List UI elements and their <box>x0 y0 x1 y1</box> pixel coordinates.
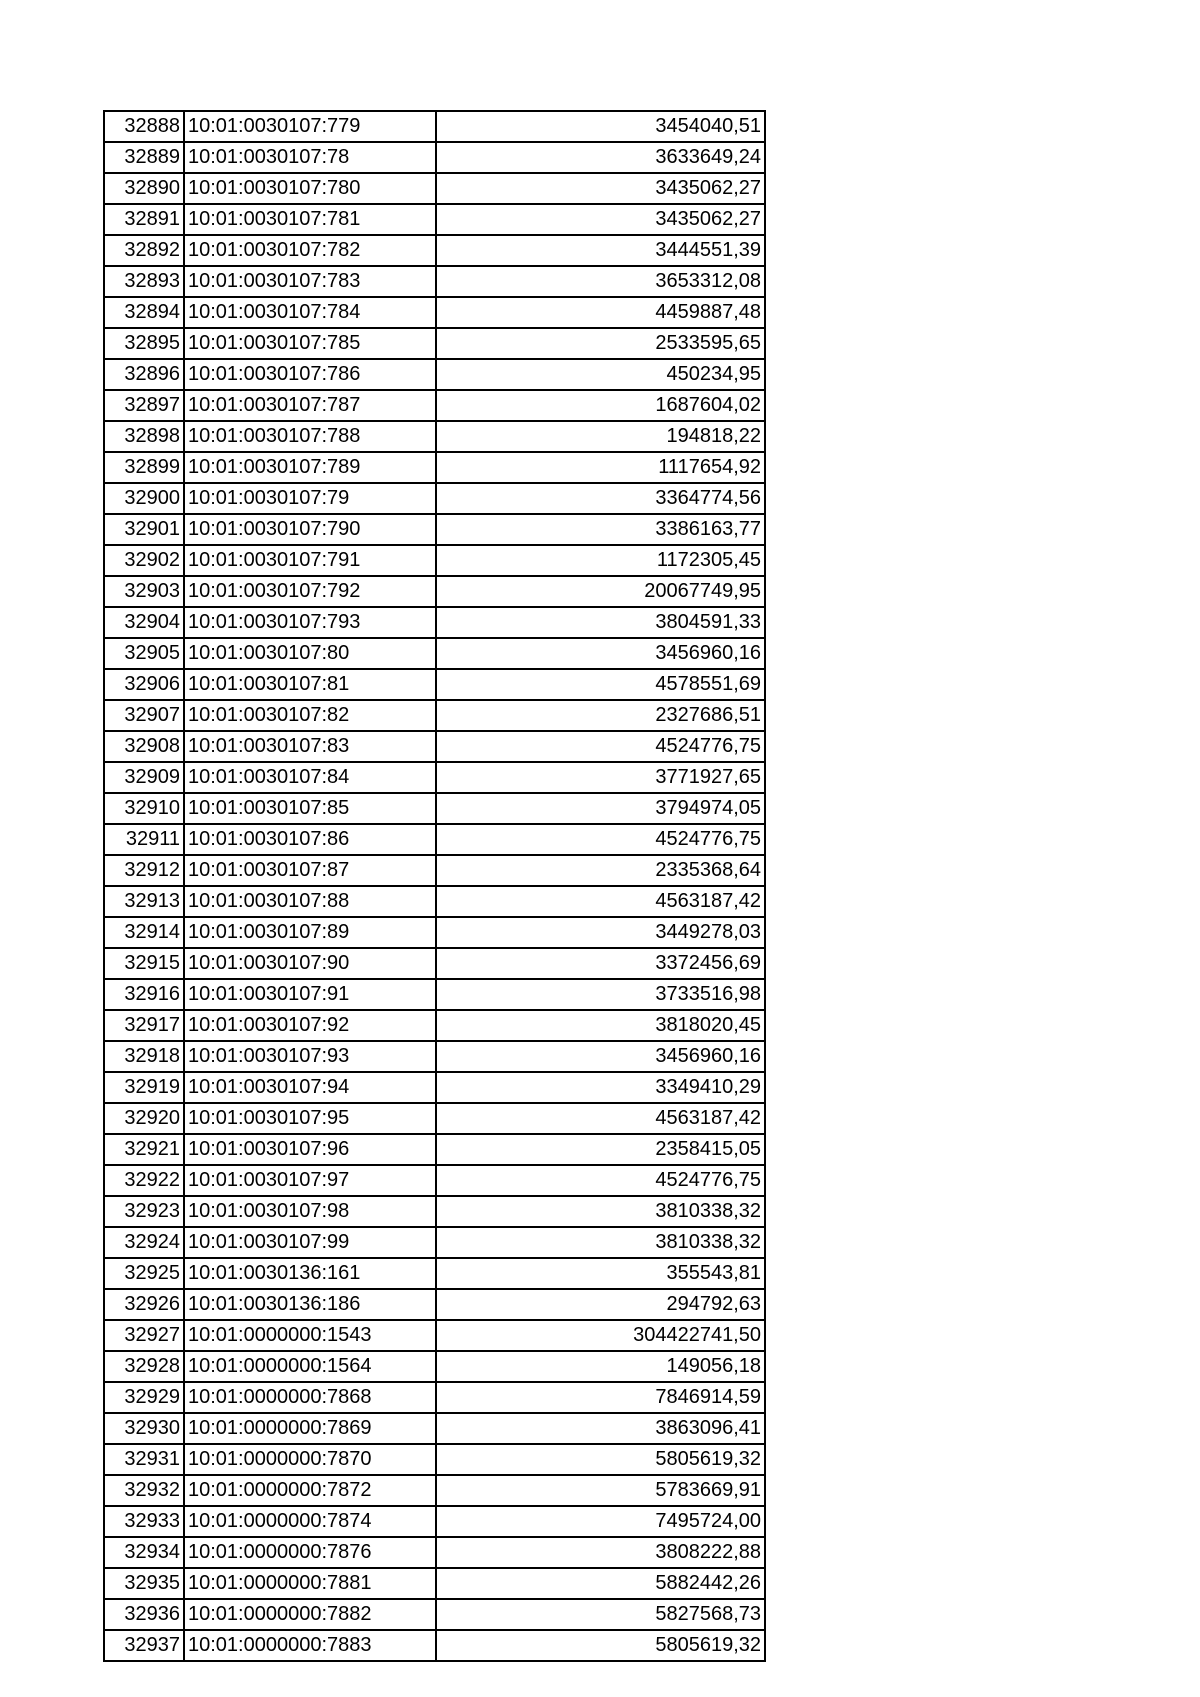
value-cell: 3435062,27 <box>436 173 765 204</box>
table-row <box>104 1103 765 1134</box>
table-row <box>104 824 765 855</box>
value-cell: 3444551,39 <box>436 235 765 266</box>
value-cell: 4524776,75 <box>436 731 765 762</box>
row-number-cell: 32918 <box>104 1041 184 1072</box>
table-row <box>104 576 765 607</box>
cadastral-number-cell: 10:01:0030107:780 <box>184 173 436 204</box>
row-number-cell: 32893 <box>104 266 184 297</box>
table-row <box>104 607 765 638</box>
row-number-cell: 32917 <box>104 1010 184 1041</box>
value-cell: 1117654,92 <box>436 452 765 483</box>
row-number-cell: 32922 <box>104 1165 184 1196</box>
table-row <box>104 204 765 235</box>
cadastral-number-cell: 10:01:0030107:90 <box>184 948 436 979</box>
table-row <box>104 142 765 173</box>
cadastral-number-cell: 10:01:0030107:99 <box>184 1227 436 1258</box>
cadastral-number-cell: 10:01:0030107:790 <box>184 514 436 545</box>
row-number-cell: 32930 <box>104 1413 184 1444</box>
cadastral-number-cell: 10:01:0030107:86 <box>184 824 436 855</box>
cadastral-number-cell: 10:01:0000000:7869 <box>184 1413 436 1444</box>
cadastral-number-cell: 10:01:0000000:7876 <box>184 1537 436 1568</box>
value-cell: 2358415,05 <box>436 1134 765 1165</box>
value-cell: 3349410,29 <box>436 1072 765 1103</box>
row-number-cell: 32900 <box>104 483 184 514</box>
value-cell: 3733516,98 <box>436 979 765 1010</box>
cadastral-number-cell: 10:01:0030107:95 <box>184 1103 436 1134</box>
table-row <box>104 328 765 359</box>
value-cell: 4578551,69 <box>436 669 765 700</box>
table-row <box>104 1475 765 1506</box>
value-cell: 194818,22 <box>436 421 765 452</box>
value-cell: 450234,95 <box>436 359 765 390</box>
row-number-cell: 32902 <box>104 545 184 576</box>
value-cell: 20067749,95 <box>436 576 765 607</box>
table-row <box>104 1413 765 1444</box>
cadastral-number-cell: 10:01:0030107:791 <box>184 545 436 576</box>
cadastral-number-cell: 10:01:0030107:80 <box>184 638 436 669</box>
row-number-cell: 32932 <box>104 1475 184 1506</box>
value-cell: 3449278,03 <box>436 917 765 948</box>
row-number-cell: 32908 <box>104 731 184 762</box>
row-number-cell: 32934 <box>104 1537 184 1568</box>
table-row <box>104 917 765 948</box>
value-cell: 294792,63 <box>436 1289 765 1320</box>
cadastral-number-cell: 10:01:0030107:84 <box>184 762 436 793</box>
value-cell: 3456960,16 <box>436 638 765 669</box>
table-row <box>104 1258 765 1289</box>
cadastral-number-cell: 10:01:0030107:786 <box>184 359 436 390</box>
value-cell: 3372456,69 <box>436 948 765 979</box>
table-row <box>104 793 765 824</box>
table-row <box>104 886 765 917</box>
value-cell: 3810338,32 <box>436 1227 765 1258</box>
value-cell: 5805619,32 <box>436 1630 765 1661</box>
table-row <box>104 235 765 266</box>
value-cell: 4524776,75 <box>436 824 765 855</box>
row-number-cell: 32914 <box>104 917 184 948</box>
cadastral-number-cell: 10:01:0030107:97 <box>184 1165 436 1196</box>
cadastral-number-cell: 10:01:0030107:784 <box>184 297 436 328</box>
value-cell: 1687604,02 <box>436 390 765 421</box>
table-row <box>104 359 765 390</box>
cadastral-number-cell: 10:01:0030107:96 <box>184 1134 436 1165</box>
table-row <box>104 1599 765 1630</box>
table-row <box>104 669 765 700</box>
cadastral-number-cell: 10:01:0030107:85 <box>184 793 436 824</box>
cadastral-number-cell: 10:01:0030107:88 <box>184 886 436 917</box>
row-number-cell: 32928 <box>104 1351 184 1382</box>
table-row <box>104 1351 765 1382</box>
cadastral-number-cell: 10:01:0030107:87 <box>184 855 436 886</box>
table-row <box>104 762 765 793</box>
table-row <box>104 266 765 297</box>
table-row <box>104 390 765 421</box>
table-row <box>104 1289 765 1320</box>
table-row <box>104 483 765 514</box>
table-row <box>104 297 765 328</box>
row-number-cell: 32915 <box>104 948 184 979</box>
table-row <box>104 421 765 452</box>
data-table <box>103 110 766 1662</box>
cadastral-number-cell: 10:01:0030107:783 <box>184 266 436 297</box>
value-cell: 4459887,48 <box>436 297 765 328</box>
row-number-cell: 32905 <box>104 638 184 669</box>
row-number-cell: 32890 <box>104 173 184 204</box>
value-cell: 3863096,41 <box>436 1413 765 1444</box>
table-row <box>104 1072 765 1103</box>
row-number-cell: 32906 <box>104 669 184 700</box>
row-number-cell: 32892 <box>104 235 184 266</box>
row-number-cell: 32931 <box>104 1444 184 1475</box>
row-number-cell: 32912 <box>104 855 184 886</box>
value-cell: 3804591,33 <box>436 607 765 638</box>
table-row <box>104 1444 765 1475</box>
row-number-cell: 32926 <box>104 1289 184 1320</box>
value-cell: 4524776,75 <box>436 1165 765 1196</box>
cadastral-number-cell: 10:01:0030136:186 <box>184 1289 436 1320</box>
value-cell: 7495724,00 <box>436 1506 765 1537</box>
row-number-cell: 32913 <box>104 886 184 917</box>
value-cell: 3771927,65 <box>436 762 765 793</box>
cadastral-number-cell: 10:01:0030107:81 <box>184 669 436 700</box>
value-cell: 3454040,51 <box>436 111 765 142</box>
value-cell: 1172305,45 <box>436 545 765 576</box>
cadastral-number-cell: 10:01:0030107:89 <box>184 917 436 948</box>
value-cell: 3364774,56 <box>436 483 765 514</box>
table-row <box>104 1506 765 1537</box>
cadastral-number-cell: 10:01:0000000:7868 <box>184 1382 436 1413</box>
row-number-cell: 32889 <box>104 142 184 173</box>
cadastral-number-cell: 10:01:0030107:98 <box>184 1196 436 1227</box>
value-cell: 2327686,51 <box>436 700 765 731</box>
value-cell: 5827568,73 <box>436 1599 765 1630</box>
row-number-cell: 32935 <box>104 1568 184 1599</box>
value-cell: 2533595,65 <box>436 328 765 359</box>
cadastral-number-cell: 10:01:0000000:7883 <box>184 1630 436 1661</box>
table-row <box>104 1196 765 1227</box>
row-number-cell: 32901 <box>104 514 184 545</box>
value-cell: 3456960,16 <box>436 1041 765 1072</box>
table-row <box>104 111 765 142</box>
row-number-cell: 32897 <box>104 390 184 421</box>
cadastral-number-cell: 10:01:0030107:79 <box>184 483 436 514</box>
table-row <box>104 1320 765 1351</box>
cadastral-number-cell: 10:01:0030107:793 <box>184 607 436 638</box>
value-cell: 3818020,45 <box>436 1010 765 1041</box>
table-row <box>104 731 765 762</box>
value-cell: 5783669,91 <box>436 1475 765 1506</box>
value-cell: 3653312,08 <box>436 266 765 297</box>
cadastral-number-cell: 10:01:0030107:782 <box>184 235 436 266</box>
row-number-cell: 32895 <box>104 328 184 359</box>
row-number-cell: 32933 <box>104 1506 184 1537</box>
value-cell: 149056,18 <box>436 1351 765 1382</box>
cadastral-number-cell: 10:01:0030107:91 <box>184 979 436 1010</box>
row-number-cell: 32903 <box>104 576 184 607</box>
row-number-cell: 32911 <box>104 824 184 855</box>
table-row <box>104 452 765 483</box>
row-number-cell: 32909 <box>104 762 184 793</box>
cadastral-number-cell: 10:01:0030107:788 <box>184 421 436 452</box>
table-row <box>104 514 765 545</box>
value-cell: 3633649,24 <box>436 142 765 173</box>
table-row <box>104 979 765 1010</box>
cadastral-number-cell: 10:01:0000000:7874 <box>184 1506 436 1537</box>
table-row <box>104 1227 765 1258</box>
table-row <box>104 1134 765 1165</box>
cadastral-number-cell: 10:01:0030107:785 <box>184 328 436 359</box>
cadastral-number-cell: 10:01:0030107:792 <box>184 576 436 607</box>
value-cell: 3386163,77 <box>436 514 765 545</box>
table-row <box>104 545 765 576</box>
row-number-cell: 32894 <box>104 297 184 328</box>
cadastral-number-cell: 10:01:0030107:94 <box>184 1072 436 1103</box>
cadastral-number-cell: 10:01:0030107:83 <box>184 731 436 762</box>
row-number-cell: 32896 <box>104 359 184 390</box>
cadastral-number-cell: 10:01:0030107:82 <box>184 700 436 731</box>
value-cell: 3435062,27 <box>436 204 765 235</box>
value-cell: 3808222,88 <box>436 1537 765 1568</box>
table-row <box>104 948 765 979</box>
table-body <box>104 111 765 1661</box>
row-number-cell: 32925 <box>104 1258 184 1289</box>
value-cell: 7846914,59 <box>436 1382 765 1413</box>
row-number-cell: 32919 <box>104 1072 184 1103</box>
row-number-cell: 32921 <box>104 1134 184 1165</box>
cadastral-number-cell: 10:01:0000000:7881 <box>184 1568 436 1599</box>
table-row <box>104 1010 765 1041</box>
cadastral-number-cell: 10:01:0000000:7872 <box>184 1475 436 1506</box>
cadastral-number-cell: 10:01:0030107:78 <box>184 142 436 173</box>
value-cell: 5805619,32 <box>436 1444 765 1475</box>
row-number-cell: 32936 <box>104 1599 184 1630</box>
row-number-cell: 32910 <box>104 793 184 824</box>
value-cell: 355543,81 <box>436 1258 765 1289</box>
value-cell: 3810338,32 <box>436 1196 765 1227</box>
value-cell: 4563187,42 <box>436 886 765 917</box>
table-row <box>104 173 765 204</box>
cadastral-number-cell: 10:01:0030107:779 <box>184 111 436 142</box>
cadastral-number-cell: 10:01:0030107:92 <box>184 1010 436 1041</box>
cadastral-number-cell: 10:01:0030107:93 <box>184 1041 436 1072</box>
cadastral-number-cell: 10:01:0030107:789 <box>184 452 436 483</box>
value-cell: 2335368,64 <box>436 855 765 886</box>
row-number-cell: 32898 <box>104 421 184 452</box>
cadastral-number-cell: 10:01:0000000:1543 <box>184 1320 436 1351</box>
value-cell: 304422741,50 <box>436 1320 765 1351</box>
value-cell: 5882442,26 <box>436 1568 765 1599</box>
table-row <box>104 1568 765 1599</box>
row-number-cell: 32907 <box>104 700 184 731</box>
row-number-cell: 32937 <box>104 1630 184 1661</box>
table-row <box>104 1537 765 1568</box>
cadastral-number-cell: 10:01:0000000:1564 <box>184 1351 436 1382</box>
row-number-cell: 32927 <box>104 1320 184 1351</box>
row-number-cell: 32904 <box>104 607 184 638</box>
table-row <box>104 700 765 731</box>
value-cell: 4563187,42 <box>436 1103 765 1134</box>
row-number-cell: 32888 <box>104 111 184 142</box>
row-number-cell: 32920 <box>104 1103 184 1134</box>
cadastral-number-cell: 10:01:0030107:781 <box>184 204 436 235</box>
cadastral-number-cell: 10:01:0000000:7882 <box>184 1599 436 1630</box>
table-row <box>104 1630 765 1661</box>
row-number-cell: 32924 <box>104 1227 184 1258</box>
cadastral-number-cell: 10:01:0030136:161 <box>184 1258 436 1289</box>
cadastral-number-cell: 10:01:0000000:7870 <box>184 1444 436 1475</box>
table-row <box>104 1165 765 1196</box>
table-row <box>104 1041 765 1072</box>
table-row <box>104 855 765 886</box>
table-row <box>104 1382 765 1413</box>
row-number-cell: 32899 <box>104 452 184 483</box>
row-number-cell: 32891 <box>104 204 184 235</box>
row-number-cell: 32916 <box>104 979 184 1010</box>
cadastral-number-cell: 10:01:0030107:787 <box>184 390 436 421</box>
value-cell: 3794974,05 <box>436 793 765 824</box>
row-number-cell: 32923 <box>104 1196 184 1227</box>
table-row <box>104 638 765 669</box>
row-number-cell: 32929 <box>104 1382 184 1413</box>
